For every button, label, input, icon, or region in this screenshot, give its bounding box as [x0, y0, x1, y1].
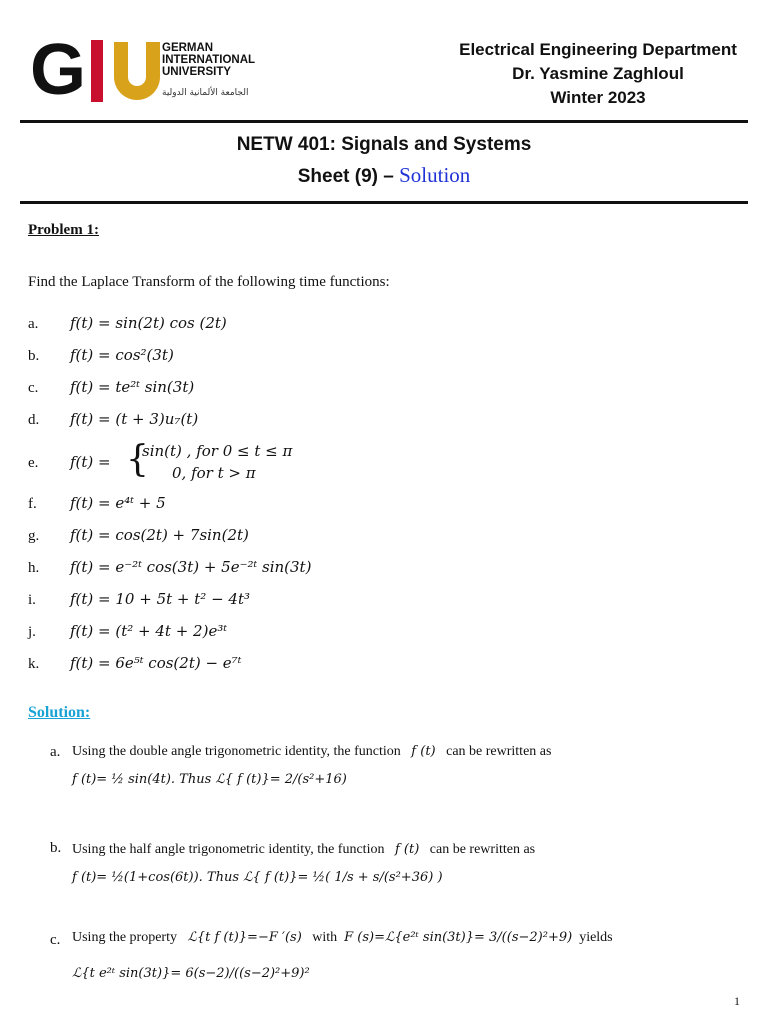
- list-item: k. f(t) = 6e⁵ᵗ cos(2t) − e⁷ᵗ: [28, 654, 242, 672]
- solution-a-text: Using the double angle trigonometric identity, the function f (t) can be rewritten as: [72, 744, 552, 759]
- title-divider: [20, 201, 748, 204]
- page-number: 1: [734, 994, 740, 1008]
- piecewise-case-1: sin(t) , for 0 ≤ t ≤ π: [142, 442, 293, 460]
- list-item: b. f(t) = cos²(3t): [28, 346, 174, 364]
- department: Electrical Engineering Department: [459, 40, 737, 59]
- piecewise-brace: {: [126, 439, 149, 480]
- header-divider: [20, 120, 748, 123]
- solution-a-result: f (t)= ½ sin(4t). Thus ℒ{ f (t)}= 2/(s²+16): [72, 772, 347, 787]
- list-item: c. f(t) = te²ᵗ sin(3t): [28, 378, 195, 396]
- list-item: h. f(t) = e⁻²ᵗ cos(3t) + 5e⁻²ᵗ sin(3t): [28, 558, 312, 576]
- header-info: [448, 38, 748, 110]
- list-item: j. f(t) = (t² + 4t + 2)e³ᵗ: [28, 622, 228, 640]
- university-name: GERMAN INTERNATIONAL UNIVERSITY: [162, 42, 256, 78]
- sheet-title: Sheet (9) – Solution: [297, 163, 471, 187]
- list-item: g. f(t) = cos(2t) + 7sin(2t): [28, 526, 249, 544]
- list-item: a. f(t) = sin(2t) cos (2t): [28, 314, 227, 332]
- term: Winter 2023: [550, 88, 646, 107]
- solution-c-text: Using the property ℒ{t f (t)}=−F ′(s) with F (s)=ℒ{e²ᵗ sin(3t)}= 3/((s−2)²+9) yields: [72, 930, 613, 945]
- instructor: Dr. Yasmine Zaghloul: [512, 64, 684, 83]
- list-item: d. f(t) = (t + 3)u₇(t): [28, 410, 199, 428]
- list-item: i. f(t) = 10 + 5t + t² − 4t³: [28, 590, 250, 608]
- solution-a-label: a.: [50, 744, 61, 760]
- giu-logo: G: [30, 30, 85, 110]
- giu-logo-u: [114, 42, 160, 100]
- course-title: NETW 401: Signals and Systems: [236, 134, 532, 155]
- problem-intro: Find the Laplace Transform of the following time functions:: [28, 274, 390, 290]
- solution-b-result: f (t)= ½(1+cos(6t)). Thus ℒ{ f (t)}= ½( 1/s + s/(s²+36) ): [72, 870, 443, 885]
- solution-b-text: Using the half angle trigonometric identity, the function f (t) can be rewritten as: [72, 842, 536, 857]
- piecewise-case-2: 0, for t > π: [172, 464, 256, 482]
- solution-b-label: b.: [50, 840, 62, 856]
- list-item: f. f(t) = e⁴ᵗ + 5: [28, 494, 166, 512]
- problem-title: Problem 1:: [28, 222, 99, 238]
- university-name-arabic: الجامعة الألمانية الدولية: [162, 88, 249, 98]
- solution-label: Solution: [399, 163, 471, 187]
- solution-c-label: c.: [50, 932, 61, 948]
- list-item: e. f(t) =: [28, 453, 111, 471]
- solution-c-result: ℒ{t e²ᵗ sin(3t)}= 6(s−2)/((s−2)²+9)²: [72, 966, 310, 981]
- giu-logo-i: [91, 40, 103, 102]
- solution-heading: Solution:: [28, 704, 91, 721]
